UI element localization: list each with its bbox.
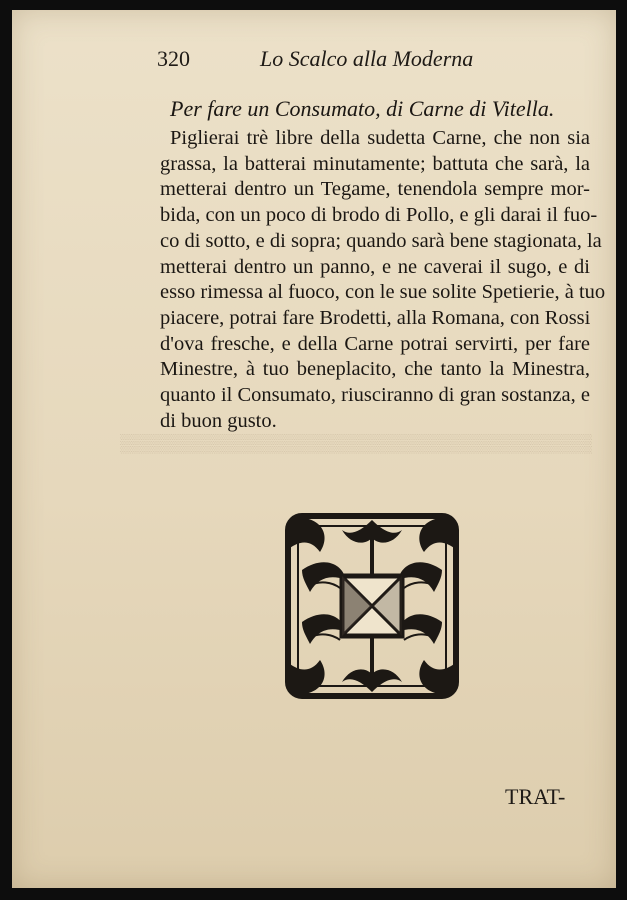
page-number: 320 — [157, 46, 190, 71]
text-line: grassa, la batterai minutamente; battuta che sarà, la — [160, 152, 590, 175]
text-line: d'ova fresche, e della Carne potrai servirti, per fare — [160, 332, 590, 355]
catchword: TRAT- — [505, 784, 566, 809]
text-line: co di sotto, e di sopra; quando sarà bene stagionata, la — [160, 229, 602, 252]
text-line: Piglierai trè libre della sudetta Carne, che non sia — [170, 127, 590, 149]
text-line: esso rimessa al fuoco, con le sue solite Spetierie, à tuo — [160, 281, 606, 304]
recipe-title: Per fare un Consumato, di Carne di Vitella. — [170, 96, 555, 121]
text-line: metterai dentro un panno, e ne caverai il sugo, e di — [160, 255, 590, 278]
book-page — [12, 10, 616, 888]
running-title: Lo Scalco alla Moderna — [260, 46, 474, 71]
text-line: piacere, potrai fare Brodetti, alla Romana, con Rossi — [160, 306, 591, 329]
recipe-body — [160, 126, 606, 434]
text-line: Minestre, à tuo beneplacito, che tanto la Minestra, — [160, 358, 590, 381]
text-line: di buon gusto. — [160, 409, 277, 432]
woodcut-ornament — [280, 508, 464, 704]
bleed-through-texture: ▒▒▒▒▒▒▒▒▒▒▒▒▒▒▒▒▒▒▒▒▒▒▒▒▒▒▒▒▒▒▒▒▒▒▒▒▒ — [120, 433, 592, 453]
page-header — [12, 46, 616, 86]
text-line: metterai dentro un Tegame, tenendola sempre mor- — [160, 178, 590, 201]
text-line: quanto il Consumato, riusciranno di gran sostanza, e — [160, 384, 590, 407]
text-line: bida, con un poco di brodo di Pollo, e gli darai il fuo- — [160, 204, 598, 227]
